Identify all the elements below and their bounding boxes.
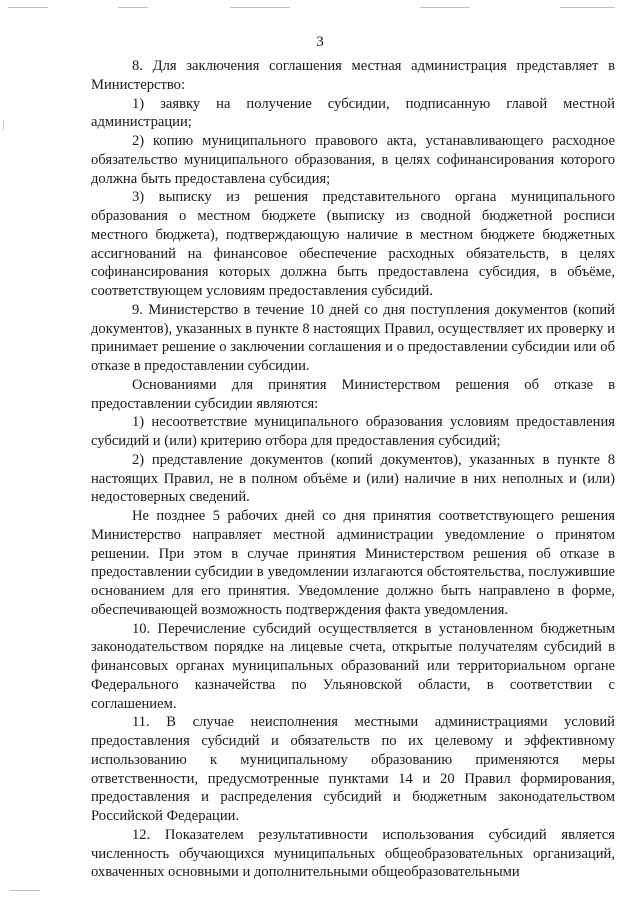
paragraph: Основаниями для принятия Министерством решения об отказе в предоставлении субсидии являются: [91, 376, 615, 412]
scan-edge-left [3, 120, 4, 130]
paragraph: 12. Показателем результативности использования субсидий является численность обучающихся муниципальных общеобразовательных организаций, охваченных основными и дополнительными общеобразовательными [91, 826, 615, 881]
paragraph: Не позднее 5 рабочих дней со дня принятия соответствующего решения Министерство направляет местной администрации уведомление о принятом решении. При этом в случае принятия Министерством решения об отказе в предоставлении субсидии в уведомлении излагаются обстоятельства, послужившие основанием для его принятия. Уведомление должно быть направлено в форме, обеспечивающей возможность подтверждения факта уведомления. [91, 508, 615, 618]
scan-edge-top [8, 7, 48, 8]
paragraph: 10. Перечисление субсидий осуществляется в установленном бюджетным законодательством порядке на лицевые счета, открытые получателям субсидий в финансовых органах муниципальных образований или территориальном органе Федерального казначейства по Ульяновской области, в соответствии с соглашением. [91, 620, 615, 712]
document-body [91, 57, 615, 882]
page-number: 3 [316, 34, 324, 50]
scan-edge-top [560, 7, 615, 8]
paragraph: 8. Для заключения соглашения местная администрация представляет в Министерство: [91, 58, 615, 93]
scan-edge-bottom [10, 890, 40, 891]
paragraph: 9. Министерство в течение 10 дней со дня поступления документов (копий документов), указанных в пункте 8 настоящих Правил, осуществляет их проверку и принимает решение о заключении соглашения и о предоставлении субсидии или об отказе в предоставлении субсидии. [91, 301, 615, 374]
scan-edge-top [420, 7, 470, 8]
paragraph: 3) выписку из решения представительного органа муниципального образования о местном бюджете (выписку из сводной бюджетной росписи местного бюджета), подтверждающую наличие в местном бюджете бюджетных ассигнований на финансовое обеспечение расходных обязательств, в целях софинансирования которых должна быть предоставлена субсидия, в объёме, соответствующем условиям предоставления субсидий. [91, 189, 615, 299]
paragraph: 2) представление документов (копий документов), указанных в пункте 8 настоящих Правил, не в полном объёме и (или) наличие в них неполных и (или) недостоверных сведений. [91, 451, 615, 506]
scan-edge-top [230, 7, 290, 8]
paragraph: 1) заявку на получение субсидии, подписанную главой местной администрации; [91, 95, 615, 131]
scan-edge-top [118, 7, 148, 8]
paragraph: 2) копию муниципального правового акта, устанавливающего расходное обязательство муниципального образования, в целях софинансирования которого должна быть предоставлена субсидия; [91, 133, 615, 187]
paragraph: 11. В случае неисполнения местными администрациями условий предоставления субсидий и обязательств по их целевому и эффективному использованию к муниципальному образованию применяются меры ответственности, предусмотренные пунктами 14 и 20 Правил формирования, предоставления и распределения субсидий и бюджетным законодательством Российской Федерации. [91, 714, 615, 824]
paragraph: 1) несоответствие муниципального образования условиям предоставления субсидий и (или) критерию отбора для предоставления субсидий; [91, 414, 615, 449]
